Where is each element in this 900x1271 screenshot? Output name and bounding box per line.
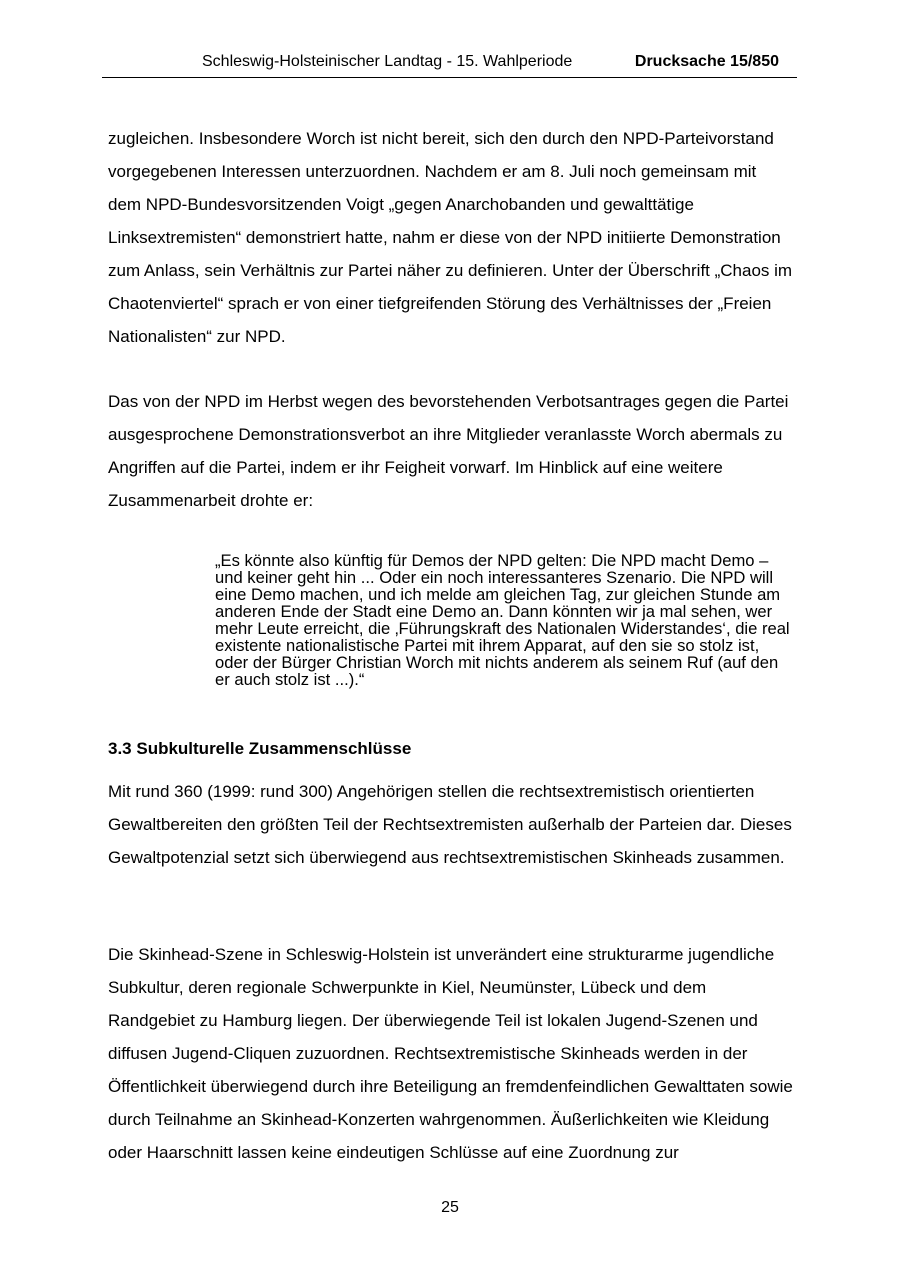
body-paragraph: zugleichen. Insbesondere Worch ist nicht bereit, sich den durch den NPD-Parteivorstand vorgegebenen Interessen unterzuordnen. Nachdem er am 8. Juli noch gemeinsam mit dem NPD-Bundesvorsitzenden Voigt „gegen Anarchobanden und gewalttätige Linksextremisten“ demonstriert hatte, nahm er diese von der NPD initiierte Demonstration zum Anlass, sein Verhältnis zur Partei näher zu definieren. Unter der Überschrift „Chaos im Chaotenviertel“ sprach er von einer tiefgreifenden Störung des Verhältnisses der „Freien Nationalisten“ zur NPD.: [108, 129, 793, 346]
header-title: Schleswig-Holsteinischer Landtag - 15. Wahlperiode: [202, 53, 573, 70]
block-quote: „Es könnte also künftig für Demos der NPD gelten: Die NPD macht Demo – und keiner geht hin ... Oder ein noch interessanteres Szenario. Die NPD will eine Demo machen, und ich melde am gleichen Tag, zur gleichen Stunde am anderen Ende der Stadt eine Demo an. Dann könnten wir ja mal sehen, wer mehr Leute erreicht, die ‚Führungskraft des Nationalen Widerstandes‘, die real existente nationalistische Partei mit ihrem Apparat, auf den sie so stolz ist, oder der Bürger Christian Worch mit nichts anderem als seinem Ruf (auf den er auch stolz ist ...).“: [215, 551, 790, 689]
section-heading: 3.3 Subkulturelle Zusammenschlüsse: [108, 739, 412, 758]
body-paragraph: Das von der NPD im Herbst wegen des bevorstehenden Verbotsantrages gegen die Partei ausgesprochene Demonstrationsverbot an ihre Mitglieder veranlasste Worch abermals zu Angriffen auf die Partei, indem er ihr Feigheit vorwarf. Im Hinblick auf eine weitere Zusammenarbeit drohte er:: [108, 392, 789, 510]
body-paragraph: Die Skinhead-Szene in Schleswig-Holstein ist unverändert eine strukturarme jugendliche Subkultur, deren regionale Schwerpunkte in Kiel, Neumünster, Lübeck und dem Randgebiet zu Hamburg liegen. Der überwiegende Teil ist lokalen Jugend-Szenen und diffusen Jugend-Cliquen zuzuordnen. Rechtsextremistische Skinheads werden in der Öffentlichkeit überwiegend durch ihre Beteiligung an fremdenfeindlichen Gewalttaten sowie durch Teilnahme an Skinhead-Konzerten wahrgenommen. Äußerlichkeiten wie Kleidung oder Haarschnitt lassen keine eindeutigen Schlüsse auf eine Zuordnung zur: [108, 945, 793, 1162]
body-paragraph: Mit rund 360 (1999: rund 300) Angehörigen stellen die rechtsextremistisch orientierten Gewaltbereiten den größten Teil der Rechtsextremisten außerhalb der Parteien dar. Dieses Gewaltpotenzial setzt sich überwiegend aus rechtsextremistischen Skinheads zusammen.: [108, 782, 792, 867]
header-doc-number: Drucksache 15/850: [634, 53, 779, 70]
page-header: [102, 50, 797, 78]
page-number: 25: [441, 1199, 459, 1216]
